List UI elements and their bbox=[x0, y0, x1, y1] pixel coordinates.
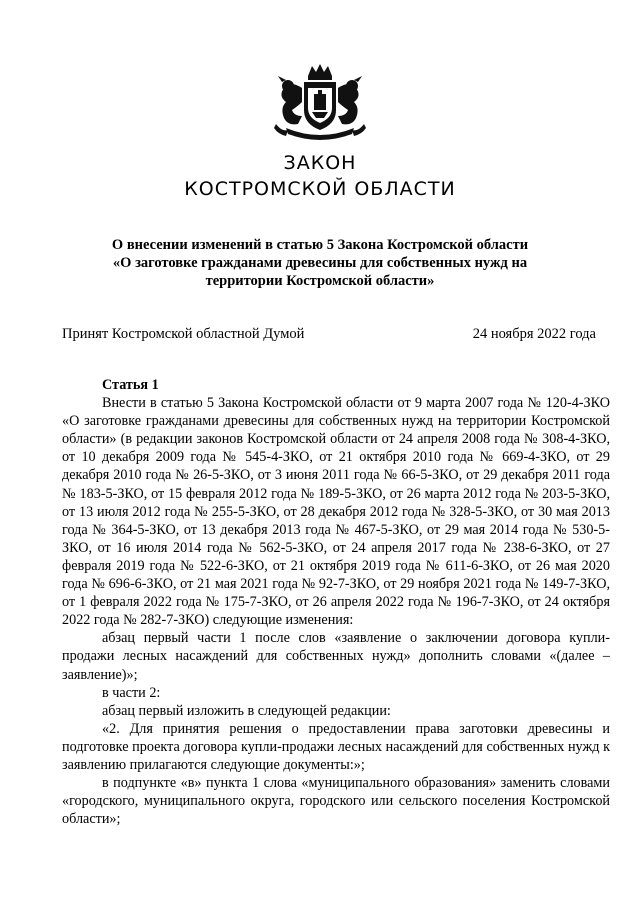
adopted-by: Принят Костромской областной Думой bbox=[62, 326, 305, 342]
article-body bbox=[62, 376, 610, 828]
law-region-title: КОСТРОМСКОЙ ОБЛАСТИ bbox=[184, 178, 456, 200]
paragraph: в подпункте «в» пункта 1 слова «муниципального образования» заменить словами «городского, муниципального округа, городского или сельского поселения Костромской области»; bbox=[62, 775, 610, 828]
subject-line: О внесении изменений в статью 5 Закона Костромской области bbox=[111, 237, 529, 253]
paragraph: в части 2: bbox=[102, 684, 161, 701]
law-subject bbox=[110, 236, 530, 290]
paragraph: абзац первый изложить в следующей редакции: bbox=[102, 702, 391, 719]
subject-line: территории Костромской области» bbox=[205, 273, 435, 289]
paragraph: абзац первый части 1 после слов «заявление о заключении договора купли-продажи лесных насаждений для собственных нужд» дополнить словами «(далее – заявление)»; bbox=[62, 630, 610, 683]
law-title: ЗАКОН bbox=[283, 152, 357, 174]
adopted-date: 24 ноября 2022 года bbox=[472, 326, 596, 342]
subject-line: «О заготовке гражданами древесины для собственных нужд на bbox=[112, 255, 528, 271]
paragraph: «2. Для принятия решения о предоставлении права заготовки древесины и подготовке проекта договора купли-продажи лесных насаждений для собственных нужд к заявлению прилагаются следующие документы:»; bbox=[62, 720, 610, 773]
paragraph: Внести в статью 5 Закона Костромской области от 9 марта 2007 года № 120-4-ЗКО «О заготовке гражданами древесины для собственных нужд на территории Костромской области» (в редакции законов Костромской области от 24 апреля 2008 года № 308-4-ЗКО, от 10 декабря 2009 года № 545-4-ЗКО, от 21 октября 2010 года № 669-4-ЗКО, от 29 декабря 2010 года № 26-5-ЗКО, от 3 июня 2011 года № 66-5-ЗКО, от 29 декабря 2011 года № 183-5-ЗКО, от 15 февраля 2012 года № 189-5-ЗКО, от 26 марта 2012 года № 203-5-ЗКО, от 13 июля 2012 года № 255-5-ЗКО, от 28 декабря 2012 года № 328-5-ЗКО, от 30 мая 2013 года № 364-5-ЗКО, от 13 декабря 2013 года № 467-5-ЗКО, от 29 мая 2014 года № 530-5-ЗКО, от 16 июля 2014 года № 562-5-ЗКО, от 24 апреля 2017 года № 238-6-ЗКО, от 27 февраля 2019 года № 522-6-ЗКО, от 21 октября 2019 года № 611-6-ЗКО, от 26 мая 2020 года № 696-6-ЗКО, от 21 мая 2021 года № 92-7-ЗКО, от 29 ноября 2021 года № 149-7-ЗКО, от 1 февраля 2022 года № 175-7-ЗКО, от 26 апреля 2022 года № 196-7-ЗКО, от 24 октября 2022 года № 282-7-ЗКО) следующие изменения: bbox=[62, 395, 610, 629]
coat-of-arms-icon bbox=[268, 62, 372, 142]
article-heading: Статья 1 bbox=[102, 377, 159, 393]
